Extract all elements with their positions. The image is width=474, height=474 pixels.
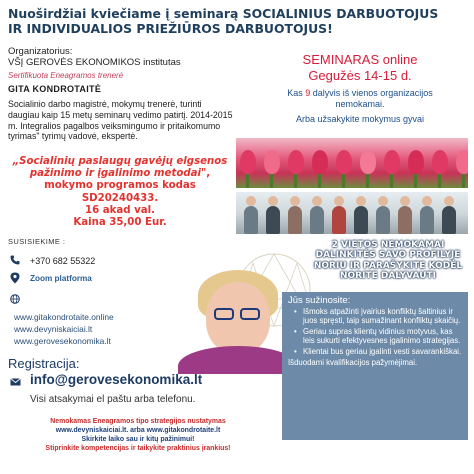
website-link[interactable]: www.gitakondrotaite.online [14, 312, 114, 322]
trainer-certification: Sertifikuota Eneagramos trenerė [8, 71, 124, 80]
organizer-label: Organizatorius: [8, 46, 73, 57]
program-description [8, 156, 232, 229]
program-code: , mokymo programos kodas SD20240433. [44, 168, 211, 204]
mail-icon [10, 378, 21, 386]
free-spots-line: 2 VIETOS NEMOKAMAI [331, 240, 445, 250]
title-line-2: IR INDIVIDUALIOS PRIEŽIŪROS DARBUOTOJUS! [8, 21, 333, 36]
footer-notes [12, 418, 264, 454]
learning-outcomes-list [294, 307, 462, 357]
website-list [14, 311, 114, 348]
seminar-heading [262, 52, 458, 84]
globe-icon [10, 294, 20, 304]
page-title [8, 6, 468, 36]
free-spots-line: NORIU IR PARAŠYKITE KODĖL [313, 260, 463, 271]
free-participant-note [262, 88, 458, 110]
seminar-date: Gegužės 14-15 d. [308, 68, 412, 83]
registration-email[interactable]: info@gerovesekonomika.lt [30, 372, 203, 387]
free-spots-line: DALINKITĖS SAVO PROFILYJE [315, 250, 461, 261]
website-link[interactable]: www.devyniskaiciai.lt [14, 324, 93, 335]
order-live-note: Arba užsakykite mokymus gyvai [295, 114, 425, 124]
trainer-name: GITA KONDROTAITĖ [8, 84, 102, 94]
free-note-number: 9 [305, 88, 311, 98]
free-spots-line: NORITE DALYVAUTI [339, 271, 436, 282]
title-line-1: Nuoširdžiai kviečiame į seminarą SOCIALINIUS DARBUOTOJUS [8, 6, 439, 21]
program-hours: 16 akad val. [85, 204, 155, 216]
website-link[interactable]: www.gerovesekonomika.lt [14, 336, 111, 347]
phone-number[interactable]: +370 682 55322 [30, 256, 96, 266]
free-spots-callout [306, 240, 470, 282]
seminar-format: SEMINARAS online [302, 52, 418, 67]
footer-line: Skirkite laiko sau ir kitų pažinimui! [81, 435, 195, 443]
list-item: • Klientai bus geriau įgalinti vesti savarankiškai. [294, 347, 462, 357]
list-item: • Geriau supras klientų vidinius motyvus, kas leis sukurti efektyvesnes įgalinimo strategijas. [294, 327, 462, 346]
program-price: Kaina 35,00 Eur. [73, 217, 167, 229]
group-photo [236, 192, 468, 234]
footer-line: Nemokamas Eneagramos tipo strategijos nustatymas [50, 418, 226, 425]
trainer-bio: Socialinio darbo magistrė, mokymų trenerė, turinti daugiau kaip 15 metų seminarų vedimo patirtį. 2014-2015 m. Integralios pagalbos veiksmingumo ir pritaikomumo tyrimas" tyrimų vadovė, ekspertė. [8, 99, 233, 142]
phone-icon [10, 255, 20, 265]
contacts-label: SUSISIEKIME : [8, 237, 66, 246]
tulips-photo [236, 138, 468, 188]
footer-links[interactable]: www.devyniskaiciai.lt. arba www.gitakondrotaite.lt [55, 426, 221, 434]
reply-note: Visi atsakymai el paštu arba telefonu. [30, 394, 196, 405]
free-note-prefix: Kas [287, 88, 306, 98]
location-pin-icon [10, 272, 20, 284]
organizer-name: VŠĮ GEROVĖS EKONOMIKOS institutas [8, 57, 181, 68]
list-item: • Išmoks atpažinti įvairius konfliktų šaltinius ir juos spręsti, taip sumažinant konfliktų skaičių. [294, 307, 462, 326]
registration-label: Registracija: [8, 356, 80, 371]
program-title: „Socialinių paslaugų gavėjų elgsenos pažinimo ir įgalinimo metodai" [12, 156, 228, 180]
zoom-platform: Zoom platforma [30, 274, 92, 283]
free-note-suffix: dalyvis iš vienos organizacijos nemokamai. [310, 88, 433, 109]
learning-outcomes-box [282, 292, 468, 440]
certificate-note: Išduodami kvalifikacijos pažymėjimai. [288, 357, 418, 367]
learning-outcomes-heading: Jūs sužinosite: [288, 295, 351, 306]
footer-line: Stiprinkite kompetencijas ir taikykite praktinius įrankius! [45, 444, 231, 452]
